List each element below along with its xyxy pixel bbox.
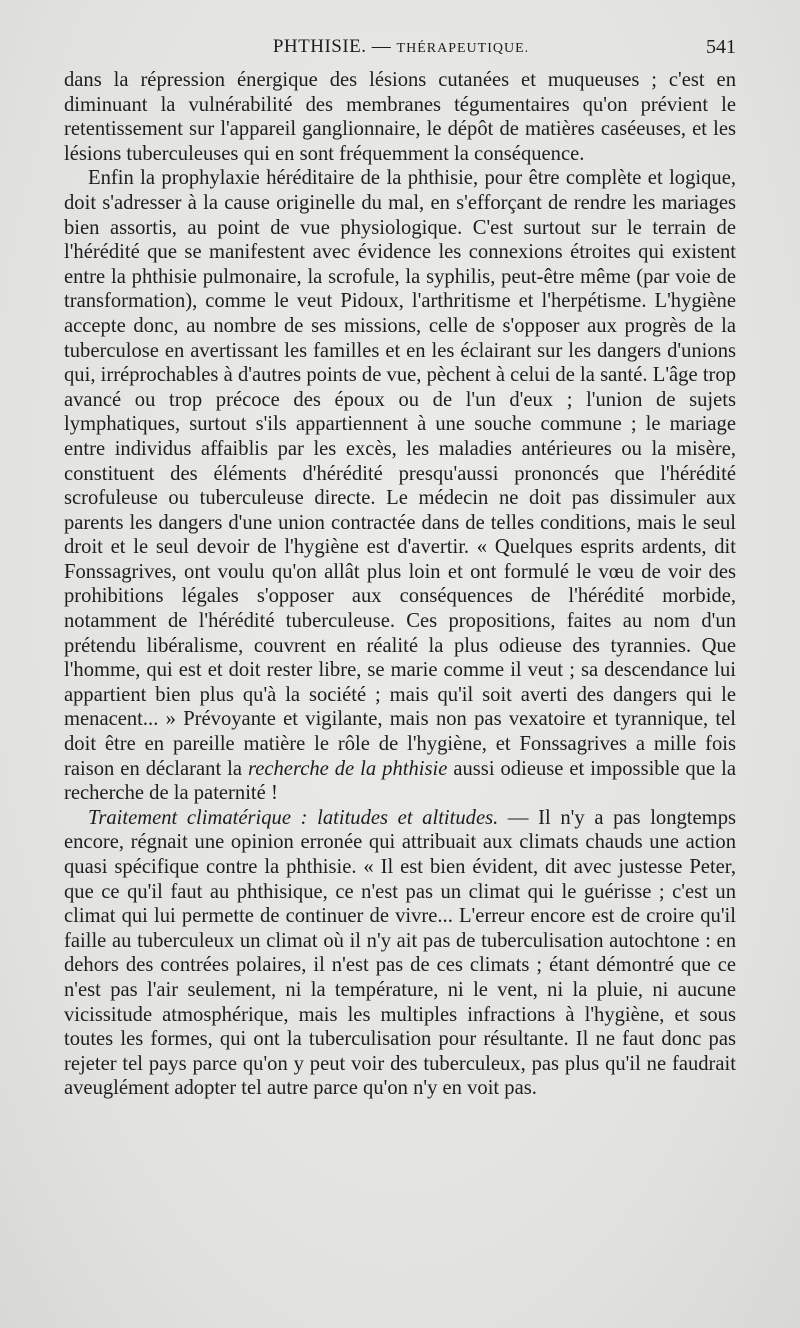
paragraph-1-text: dans la répression énergique des lésions cutanées et muqueuses ; c'est en diminuant la vulnérabilité des membranes tégumentaires qu'on prévient le retentissement sur l'appareil ganglionnaire, le dépôt de matières caséeuses, et les lésions tuberculeuses qui en sont fréquemment la conséquence. xyxy=(64,69,736,165)
section-heading-italic: Traitement climatérique : latitudes et altitudes. xyxy=(88,806,499,829)
paragraph-1 xyxy=(64,68,736,166)
paragraph-2-italic: recherche de la phthisie xyxy=(247,757,448,780)
paragraph-2-text-after: aussi odieuse et impossible que la recherche de la paternité ! xyxy=(64,757,737,805)
running-head xyxy=(66,36,736,58)
page-header xyxy=(66,34,736,64)
paragraph-2 xyxy=(64,166,736,805)
body-text xyxy=(64,68,736,1101)
paragraph-3-text: — Il n'y a pas longtemps encore, régnait une opinion erronée qui attribuait aux climats chauds une action quasi spécifique contre la phthisie. « Il est bien évident, dit avec justesse Peter, que ce qu'il faut au phthisique, ce n'est pas un climat qui le guérisse ; c'est un climat qui lui permette de continuer de vivre... L'erreur encore est de croire qu'il faille au tuberculeux un climat où il n'y ait pas de tuberculisation autochtone : en dehors des contrées polaires, il n'est pas de ces climats ; étant démontré que ce n'est pas l'air seulement, ni la température, ni le vent, ni la pluie, ni aucune vicissitude atmosphérique, mais les multiples infractions à l'hygiène, et sous toutes les formes, qui ont la tuberculisation pour résultante. Il ne faut donc pas rejeter tel pays parce qu'on y peut voir des tuberculeux, pas plus qu'il ne faudrait aveuglément adopter tel autre parce qu'on n'y en voit pas. xyxy=(64,806,737,1100)
paragraph-3 xyxy=(64,806,736,1101)
paragraph-2-text: Enfin la prophylaxie héréditaire de la phthisie, pour être complète et logique, doit s'adresser à la cause originelle du mal, en s'efforçant de rendre les mariages bien assortis, au point de vue physiologique. C'est surtout sur le terrain de l'hérédité que se manifestent avec évidence les connexions étroites qui existent entre la phthisie pulmonaire, la scrofule, la syphilis, peut-être même (par voie de transformation), comme le veut Pidoux, l'arthritisme et l'herpétisme. L'hygiène accepte donc, au nombre de ses missions, celle de s'opposer aux progrès de la tuberculose en avertissant les familles et en les éclairant sur les dangers d'unions qui, irréprochables à d'autres points de vue, pèchent à celui de la santé. L'âge trop avancé ou trop précoce des époux ou de l'un d'eux ; l'union de sujets lymphatiques, surtout s'ils appartiennent à une souche commune ; le mariage entre individus affaiblis par les excès, les maladies antérieures ou la misère, constituent des éléments d'hérédité presqu'aussi prononcés que l'hérédité scrofuleuse ou tuberculeuse directe. Le médecin ne doit pas dissimuler aux parents les dangers d'une union contractée dans de telles conditions, mais le seul droit et le seul devoir de l'hygiène est d'avertir. « Quelques esprits ardents, dit Fonssagrives, ont voulu qu'on allât plus loin et ont formulé le vœu de voir des prohibitions légales s'opposer aux conséquences de l'hérédité morbide, notamment de l'hérédité tuberculeuse. Ces propositions, faites au nom d'un prétendu libéralisme, couvrent en réalité la plus odieuse des tyrannies. Que l'homme, qui est et doit rester libre, se marie comme il veut ; sa descendance lui appartient bien plus qu'à la société ; mais qu'il soit averti des dangers qui le menacent... » Prévoyante et vigilante, mais non pas vexatoire et tyrannique, tel doit être en pareille matière le rôle de l'hygiène, et Fonssagrives a mille fois raison en déclarant la xyxy=(64,167,736,780)
page-number: 541 xyxy=(706,36,736,58)
running-head-subtitle: THÉRAPEUTIQUE. xyxy=(396,41,530,56)
running-head-dash: — xyxy=(371,36,392,57)
running-head-title: PHTHISIE. xyxy=(272,36,367,57)
